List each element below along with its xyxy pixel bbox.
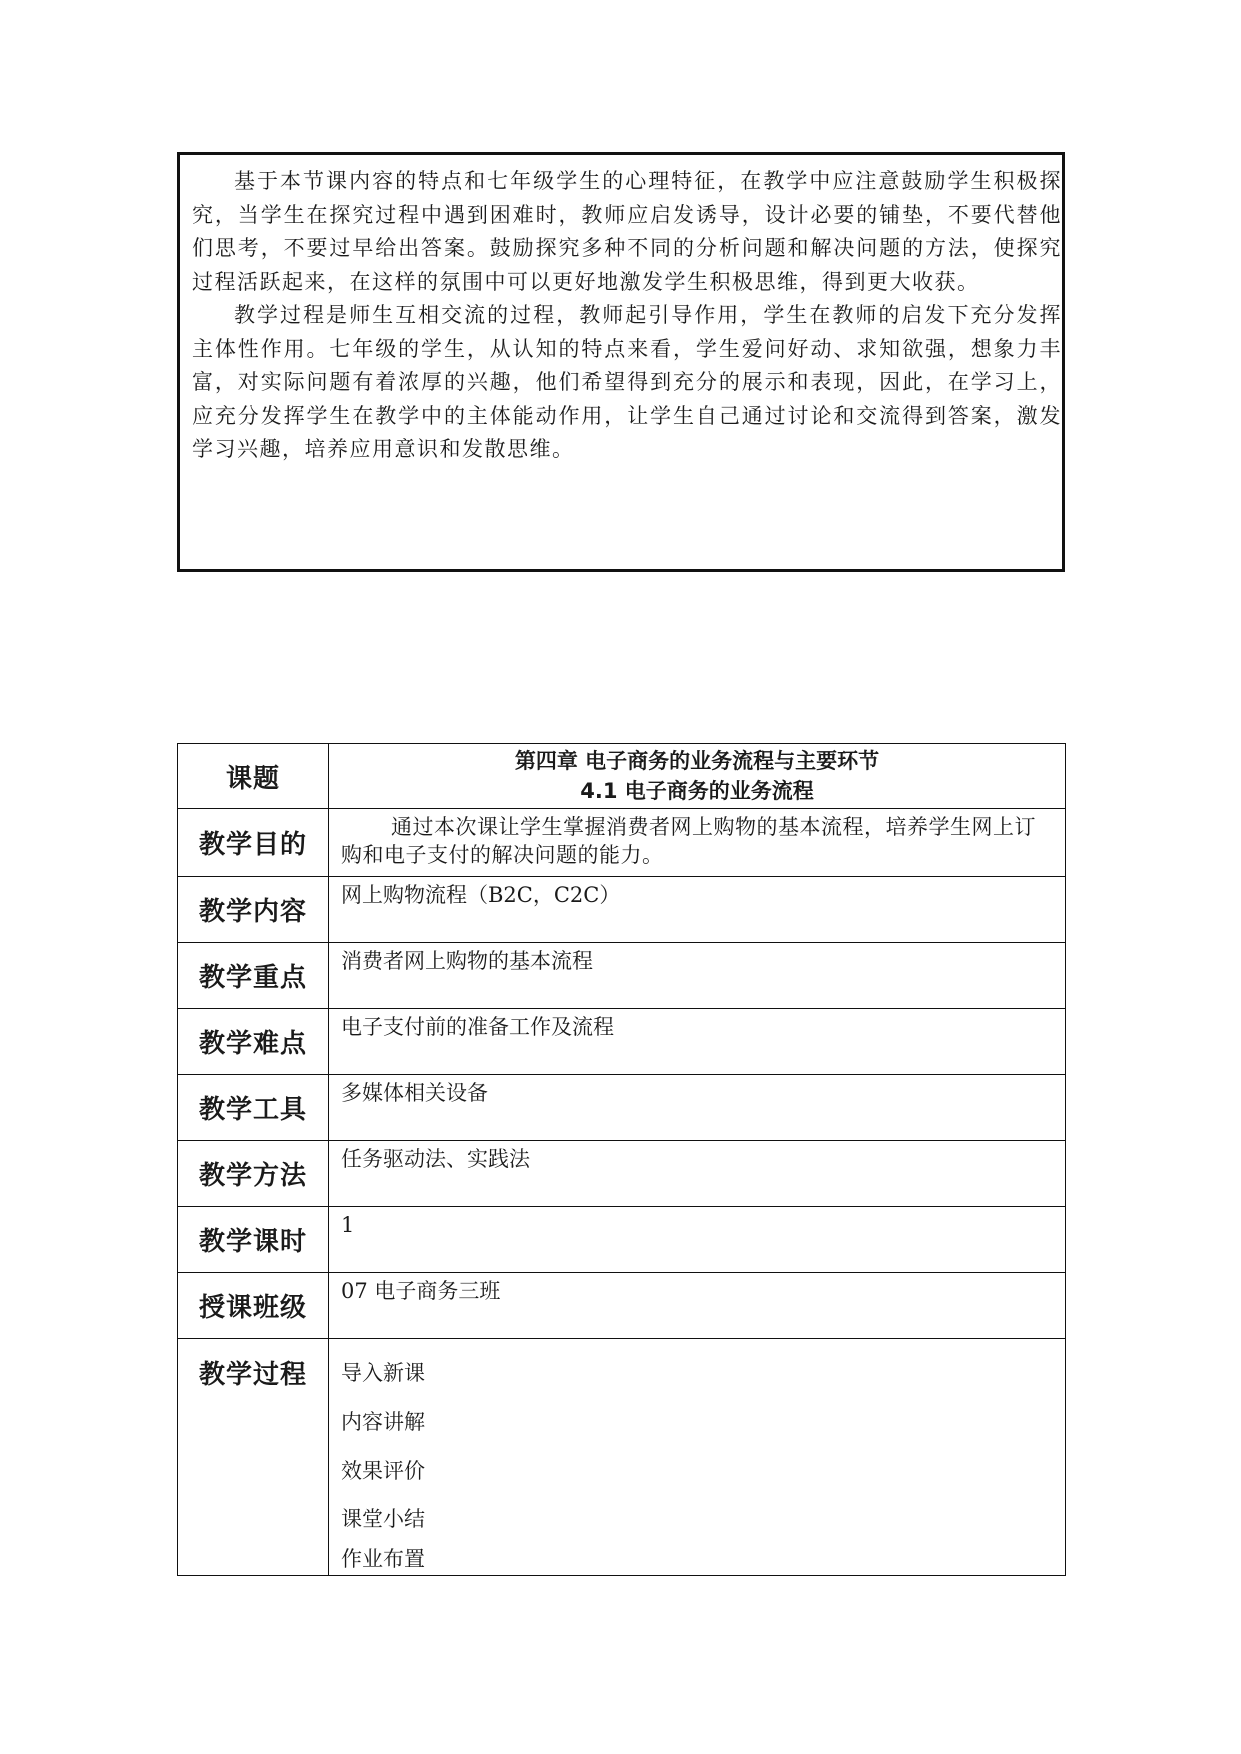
row-tools: [178, 1075, 1066, 1141]
class-label: 授课班级: [178, 1273, 329, 1339]
hours-label: 教学课时: [178, 1207, 329, 1273]
process-step: 课堂小结: [341, 1507, 425, 1531]
process-step: 导入新课: [341, 1361, 425, 1385]
content-label: 教学内容: [178, 877, 329, 943]
process-step: 作业布置: [341, 1547, 425, 1571]
row-class: [178, 1273, 1066, 1339]
row-goal: [178, 809, 1066, 877]
difficulty-value: 电子支付前的准备工作及流程: [329, 1009, 1066, 1075]
class-value: 07 电子商务三班: [329, 1273, 1066, 1339]
key-label: 教学重点: [178, 943, 329, 1009]
goal-label: 教学目的: [178, 809, 329, 877]
process-label: 教学过程: [178, 1339, 329, 1576]
row-content: [178, 877, 1066, 943]
method-value: 任务驱动法、实践法: [329, 1141, 1066, 1207]
row-topic: [178, 744, 1066, 809]
difficulty-label: 教学难点: [178, 1009, 329, 1075]
topic-label: 课题: [178, 744, 329, 809]
row-method: [178, 1141, 1066, 1207]
lesson-plan-table: [177, 743, 1066, 1576]
notes-box: [177, 152, 1065, 572]
topic-value: [329, 744, 1066, 809]
row-difficulty: [178, 1009, 1066, 1075]
hours-value: 1: [329, 1207, 1066, 1273]
process-step: 内容讲解: [341, 1410, 425, 1434]
notes-paragraph-1: 基于本节课内容的特点和七年级学生的心理特征，在教学中应注意鼓励学生积极探究，当学生在探究过程中遇到困难时，教师应启发诱导，设计必要的铺垫，不要代替他们思考，不要过早给出答案。鼓励探究多种不同的分析问题和解决问题的方法，使探究过程活跃起来，在这样的氛围中可以更好地激发学生积极思维，得到更大收获。: [192, 169, 1062, 294]
row-hours: [178, 1207, 1066, 1273]
tools-label: 教学工具: [178, 1075, 329, 1141]
topic-line-2: 4.1 电子商务的业务流程: [580, 779, 814, 803]
content-value: 网上购物流程（B2C，C2C）: [329, 877, 1066, 943]
row-key: [178, 943, 1066, 1009]
topic-line-1: 第四章 电子商务的业务流程与主要环节: [514, 749, 880, 773]
row-process: [178, 1339, 1066, 1576]
key-value: 消费者网上购物的基本流程: [329, 943, 1066, 1009]
process-step: 效果评价: [341, 1459, 425, 1483]
goal-value: 通过本次课让学生掌握消费者网上购物的基本流程，培养学生网上订购和电子支付的解决问题的能力。: [329, 809, 1066, 877]
tools-value: 多媒体相关设备: [329, 1075, 1066, 1141]
process-value: [329, 1339, 1066, 1576]
method-label: 教学方法: [178, 1141, 329, 1207]
notes-paragraph-2: 教学过程是师生互相交流的过程，教师起引导作用，学生在教师的启发下充分发挥主体性作用。七年级的学生，从认知的特点来看，学生爱问好动、求知欲强，想象力丰富，对实际问题有着浓厚的兴趣，他们希望得到充分的展示和表现，因此，在学习上，应充分发挥学生在教学中的主体能动作用，让学生自己通过讨论和交流得到答案，激发学习兴趣，培养应用意识和发散思维。: [192, 303, 1062, 461]
